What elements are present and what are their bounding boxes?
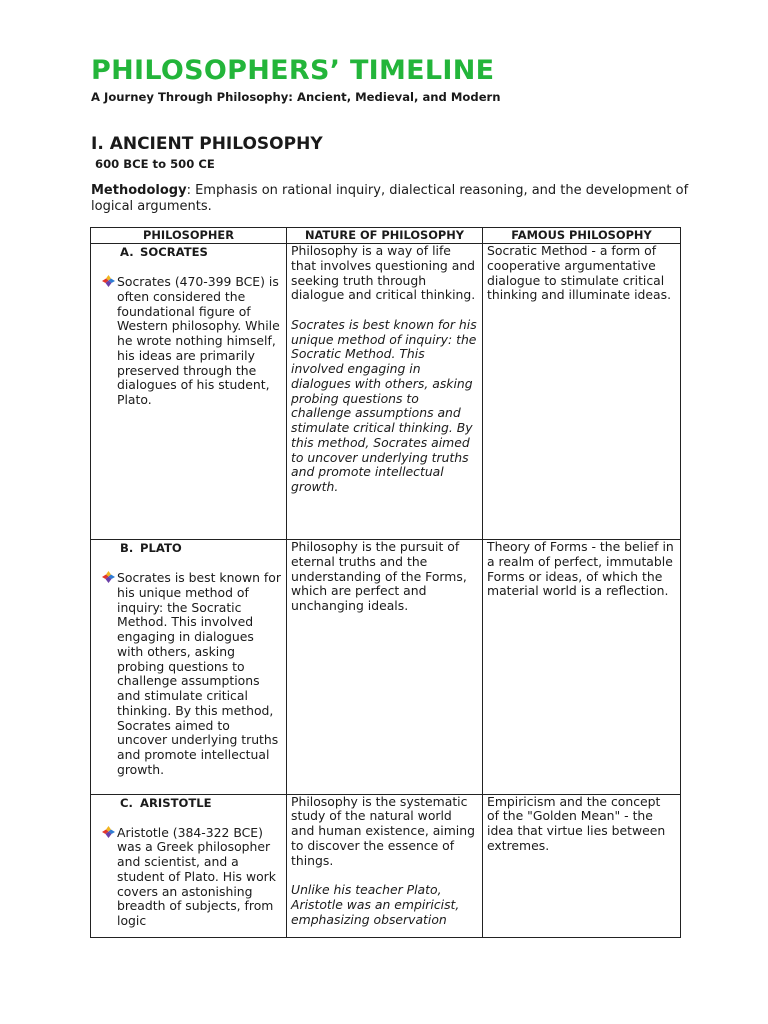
multicolor-diamond-bullet-icon xyxy=(102,571,115,583)
philosopher-name xyxy=(95,245,282,260)
philosopher-name-text: ARISTOTLE xyxy=(140,795,212,810)
nature-cell xyxy=(287,540,483,795)
famous-cell xyxy=(483,794,681,937)
philosopher-cell xyxy=(91,794,287,937)
document-subtitle: A Journey Through Philosophy: Ancient, Medieval, and Modern xyxy=(91,90,501,104)
nature-text: Philosophy is the systematic study of the natural world and human existence, aiming to discover the essence of things. xyxy=(291,793,475,868)
philosopher-bio xyxy=(95,571,282,794)
header-famous: FAMOUS PHILOSOPHY xyxy=(483,228,681,244)
philosopher-cell xyxy=(91,244,287,540)
nature-text: Philosophy is a way of life that involves questioning and seeking truth through dialogue and critical thinking. xyxy=(291,243,476,303)
table-row xyxy=(91,540,681,795)
methodology-label: Methodology xyxy=(91,183,187,198)
philosopher-bio xyxy=(95,275,282,424)
table-row xyxy=(91,794,681,937)
header-philosopher: PHILOSOPHER xyxy=(91,228,287,244)
philosophers-table xyxy=(90,227,681,938)
table-row xyxy=(91,244,681,540)
nature-text: Philosophy is the pursuit of eternal truths and the understanding of the Forms, which are perfect and unchanging ideals. xyxy=(291,539,467,613)
philosopher-bio xyxy=(95,826,282,929)
famous-text: Socratic Method - a form of cooperative argumentative dialogue to stimulate critical thinking and illuminate ideas. xyxy=(487,243,672,303)
section-years: 600 BCE to 500 CE xyxy=(95,157,215,171)
methodology-text: : Emphasis on rational inquiry, dialectical reasoning, and the development of logical arguments. xyxy=(91,183,689,214)
multicolor-diamond-bullet-icon xyxy=(102,826,115,838)
philosopher-letter: C. xyxy=(120,795,133,810)
philosopher-name xyxy=(95,796,282,811)
philosopher-cell xyxy=(91,540,287,795)
philosopher-name-text: SOCRATES xyxy=(140,245,208,259)
bio-text: Socrates is best known for his unique method of inquiry: the Socratic Method. This involved engaging in dialogues with others, asking probing questions to challenge assumptions and stimulate critical thinking. By this method, Socrates aimed to uncover underlying truths and promote intellectual growth. xyxy=(117,570,281,777)
table-header-row xyxy=(91,228,681,244)
famous-text: Empiricism and the concept of the "Golden Mean" - the idea that virtue lies between extremes. xyxy=(487,793,666,853)
header-nature: NATURE OF PHILOSOPHY xyxy=(287,228,483,244)
nature-italic-text: Unlike his teacher Plato, Aristotle was an empiricist, emphasizing observation xyxy=(291,882,460,927)
famous-cell xyxy=(483,540,681,795)
famous-cell xyxy=(483,244,681,540)
methodology-paragraph xyxy=(91,183,691,215)
philosopher-letter: A. xyxy=(120,245,134,259)
philosopher-name-text: PLATO xyxy=(140,541,182,555)
document-title: PHILOSOPHERS’ TIMELINE xyxy=(91,55,495,86)
nature-italic-text: Socrates is best known for his unique method of inquiry: the Socratic Method. This involved engaging in dialogues with others, asking probing questions to challenge assumptions and stimulate critical thinking. By this method, Socrates aimed to uncover underlying truths and promote intellectual growth. xyxy=(291,316,477,494)
famous-text: Theory of Forms - the belief in a realm of perfect, immutable Forms or ideas, of which the material world is a reflection. xyxy=(487,539,674,599)
philosopher-letter: B. xyxy=(120,541,134,555)
bio-text: Aristotle (384-322 BCE) was a Greek philosopher and scientist, and a student of Plato. His work covers an astonishing breadth of subjects, from logic xyxy=(117,824,276,928)
bio-text: Socrates (470-399 BCE) is often considered the foundational figure of Western philosophy. While he wrote nothing himself, his ideas are primarily preserved through the dialogues of his student, Plato. xyxy=(117,274,280,407)
nature-cell xyxy=(287,244,483,540)
section-title: I. ANCIENT PHILOSOPHY xyxy=(91,134,323,154)
philosopher-name xyxy=(95,541,282,556)
multicolor-diamond-bullet-icon xyxy=(102,275,115,287)
nature-cell xyxy=(287,794,483,937)
